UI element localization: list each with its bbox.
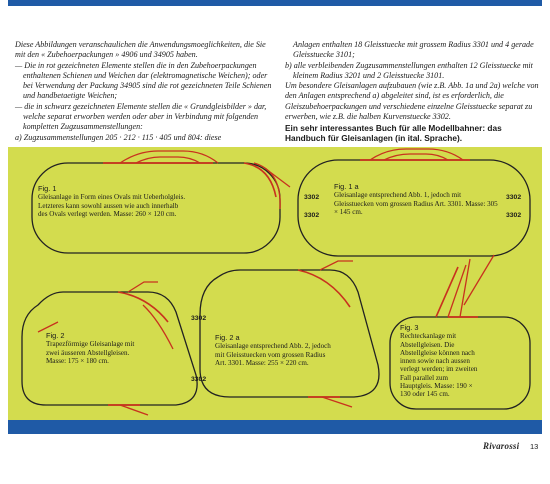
track-code-label: 3302 bbox=[191, 376, 207, 383]
intro-red-elements: — Die in rot gezeichneten Elemente stellen die in den Zubehoerpackungen enthaltenen Schienen und Weichen dar (elektromagnetische Weichen); oder bei Verwendung der Packung 34905 sind die rot gezeichneten Teile Schienen und handbetaetigte Weichen; bbox=[15, 60, 272, 101]
intro-item-b: b) alle verbleibenden Zugzusammenstellungen enthalten 12 Gleisstuecke mit kleinem Radius 3201 und 2 Gleisstuecke 3101. bbox=[285, 60, 533, 80]
track-code-label: 3302 bbox=[304, 212, 320, 219]
book-note: Ein sehr interessantes Buch für alle Modellbahner: das Handbuch für Gleisanlagen (in ital. Sprache). bbox=[285, 123, 502, 144]
intro-special-layouts: Um besondere Gleisanlagen aufzubauen (wie z.B. Abb. 1a und 2a) welche von den Anlagen entsprechend a) abgeleitet sind, ist es erforderlich, die Gleiszubehoerpackungen und verschiedene einzelne Gleisstuecke separat zu erwerben, wie z.B. die halben Kurvenstuecke 3302. bbox=[285, 81, 539, 122]
track-code-label: 3302 bbox=[506, 212, 522, 219]
intro-left-column bbox=[15, 40, 277, 143]
fig2a-caption bbox=[215, 334, 335, 367]
fig3-text: Rechteckanlage mit Abstellgleisen. Die Abstellgleise können nach innen sowie nach aussen verlegt werden; im zweiten Fall parallel zum Hauptgleis. Masse: 190 × 130 oder 145 cm. bbox=[400, 332, 478, 399]
intro-right-column bbox=[285, 40, 543, 143]
fig2-title: Fig. 2 bbox=[46, 331, 65, 340]
intro-black-elements: — die in schwarz gezeichneten Elemente stellen die « Grundgleisbilder » dar, welche separat erworben werden oder aber in Verbindung mit folgenden kompletten Zugzusammenstellungen: bbox=[15, 101, 267, 132]
fig1-caption bbox=[38, 185, 188, 218]
fig1-text: Gleisanlage in Form eines Ovals mit Ueberholgleis. Letzteres kann sowohl aussen wie auch innerhalb des Ovals verlegt werden. Masse: 260 × 120 cm. bbox=[38, 193, 186, 218]
intro-item-a: a) Zugzusammenstellungen 205 · 212 · 115 · 405 und 804: diese bbox=[15, 132, 222, 142]
fig3-title: Fig. 3 bbox=[400, 323, 419, 332]
fig2a-text: Gleisanlage entsprechend Abb. 2, jedoch mit Gleisstuecken vom grossen Radius Art. 3301. Masse: 255 × 220 cm. bbox=[215, 342, 331, 367]
fig1a-caption bbox=[334, 183, 499, 216]
fig2-text: Trapezförmige Gleisanlage mit zwei äusseren Abstellgleisen. Masse: 175 × 180 cm. bbox=[46, 340, 135, 365]
fig1a-title: Fig. 1 a bbox=[334, 182, 359, 191]
fig3-caption bbox=[400, 324, 478, 399]
intro-item-a-cont: Anlagen enthalten 18 Gleisstuecke mit grossem Radius 3301 und 4 gerade Gleisstuecke 3101; bbox=[293, 40, 534, 60]
fig2-caption bbox=[46, 332, 136, 365]
top-rule bbox=[0, 0, 550, 8]
fig1-title: Fig. 1 bbox=[38, 184, 57, 193]
brand-logo: Rivarossi bbox=[483, 441, 520, 451]
track-code-label: 3302 bbox=[304, 194, 320, 201]
track-plan-plate bbox=[8, 147, 542, 420]
top-blue-bar bbox=[8, 0, 542, 6]
track-code-label: 3302 bbox=[191, 315, 207, 322]
track-code-label: 3302 bbox=[506, 194, 522, 201]
page-number: 13 bbox=[530, 442, 539, 451]
bottom-blue-bar bbox=[8, 420, 542, 434]
fig1a-text: Gleisanlage entsprechend Abb. 1, jedoch mit Gleisstuecken vom grossen Radius Art. 3301. Masse: 305 × 145 cm. bbox=[334, 191, 498, 216]
intro-paragraph: Diese Abbildungen veranschaulichen die Anwendungsmoeglichkeiten, die Sie mit den « Zubehoerpackungen » 4906 und 34905 haben. bbox=[15, 40, 266, 60]
fig2a-title: Fig. 2 a bbox=[215, 333, 240, 342]
